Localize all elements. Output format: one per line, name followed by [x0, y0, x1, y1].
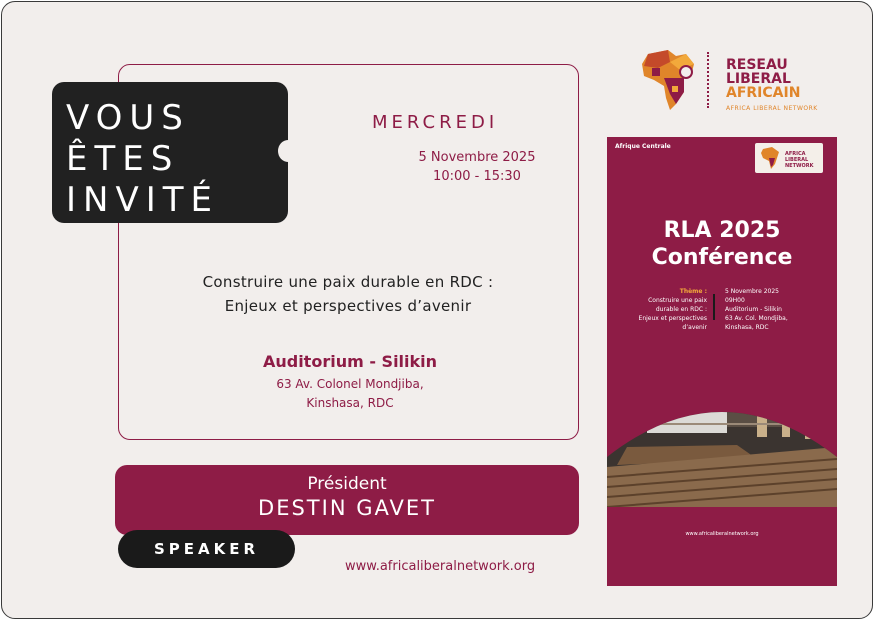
invitation-ticket: [52, 82, 288, 223]
venue-name: Auditorium - Silikin: [262, 352, 438, 371]
poster-theme-line-2: durable en RDC :: [655, 306, 707, 313]
invite-line-1: VOUS: [66, 98, 190, 138]
logo-divider: [707, 52, 709, 108]
conference-poster: [607, 137, 837, 586]
poster-logo-text: [785, 151, 814, 169]
event-topic: [120, 270, 576, 318]
logo-line-3: AFRICAIN: [726, 85, 801, 101]
poster-website: www.africaliberalnetwork.org: [685, 531, 759, 537]
poster-title: [607, 217, 837, 271]
poster-logo-line-3: NETWORK: [785, 163, 814, 169]
invitation-card: [1, 1, 873, 619]
ticket-notch: [278, 140, 298, 162]
poster-theme-label: Thème :: [679, 288, 707, 295]
venue-address-line-2: Kinshasa, RDC: [306, 396, 394, 410]
network-logo: [640, 48, 820, 112]
speaker-badge: SPEAKER: [118, 530, 295, 568]
speaker-name: DESTIN GAVET: [258, 496, 436, 520]
poster-theme-line-1: Construire une paix: [648, 297, 707, 304]
poster-detail-2: 09H00: [725, 297, 745, 304]
website-link[interactable]: www.africaliberalnetwork.org: [345, 559, 536, 574]
venue: [120, 352, 580, 413]
topic-line-1: Construire une paix durable en RDC :: [202, 273, 494, 291]
poster-detail-5: Kinshasa, RDC: [725, 324, 769, 331]
poster-logo: [755, 143, 823, 173]
speaker-band: [115, 465, 579, 535]
poster-theme: [615, 287, 707, 332]
event-date-time: [382, 148, 572, 186]
venue-address: [120, 375, 580, 413]
speaker-role: Président: [307, 474, 387, 494]
poster-title-line-2: Conférence: [651, 245, 793, 270]
poster-theme-line-4: d’avenir: [682, 324, 707, 331]
event-day: MERCREDI: [372, 112, 499, 133]
logo-text: [726, 58, 818, 116]
poster-divider: [713, 294, 715, 320]
event-date: 5 Novembre 2025: [418, 150, 536, 165]
invite-line-2: ÊTES: [66, 139, 180, 179]
venue-address-line-1: 63 Av. Colonel Mondjiba,: [276, 377, 424, 391]
poster-detail-3: Auditorium - Silikin: [725, 306, 782, 313]
poster-africa-icon: [760, 146, 782, 170]
poster-logo-line-1: AFRICA: [785, 151, 806, 157]
invite-line-3: INVITÉ: [66, 180, 219, 220]
logo-line-1: RESEAU: [726, 57, 788, 73]
logo-line-2: LIBERAL: [726, 71, 791, 87]
poster-title-line-1: RLA 2025: [663, 218, 781, 243]
poster-detail-1: 5 Novembre 2025: [725, 288, 779, 295]
topic-line-2: Enjeux et perspectives d’avenir: [224, 297, 472, 315]
poster-details: [725, 287, 788, 332]
africa-map-icon: [640, 48, 702, 112]
logo-tagline: AFRICA LIBERAL NETWORK: [726, 105, 818, 112]
poster-detail-4: 63 Av. Col. Mondjiba,: [725, 315, 788, 322]
poster-logo-line-2: LIBERAL: [785, 157, 809, 163]
poster-region: Afrique Centrale: [615, 143, 671, 150]
auditorium-photo: [607, 387, 837, 507]
event-time: 10:00 - 15:30: [433, 169, 521, 184]
poster-theme-line-3: Enjeux et perspectives: [638, 315, 707, 322]
